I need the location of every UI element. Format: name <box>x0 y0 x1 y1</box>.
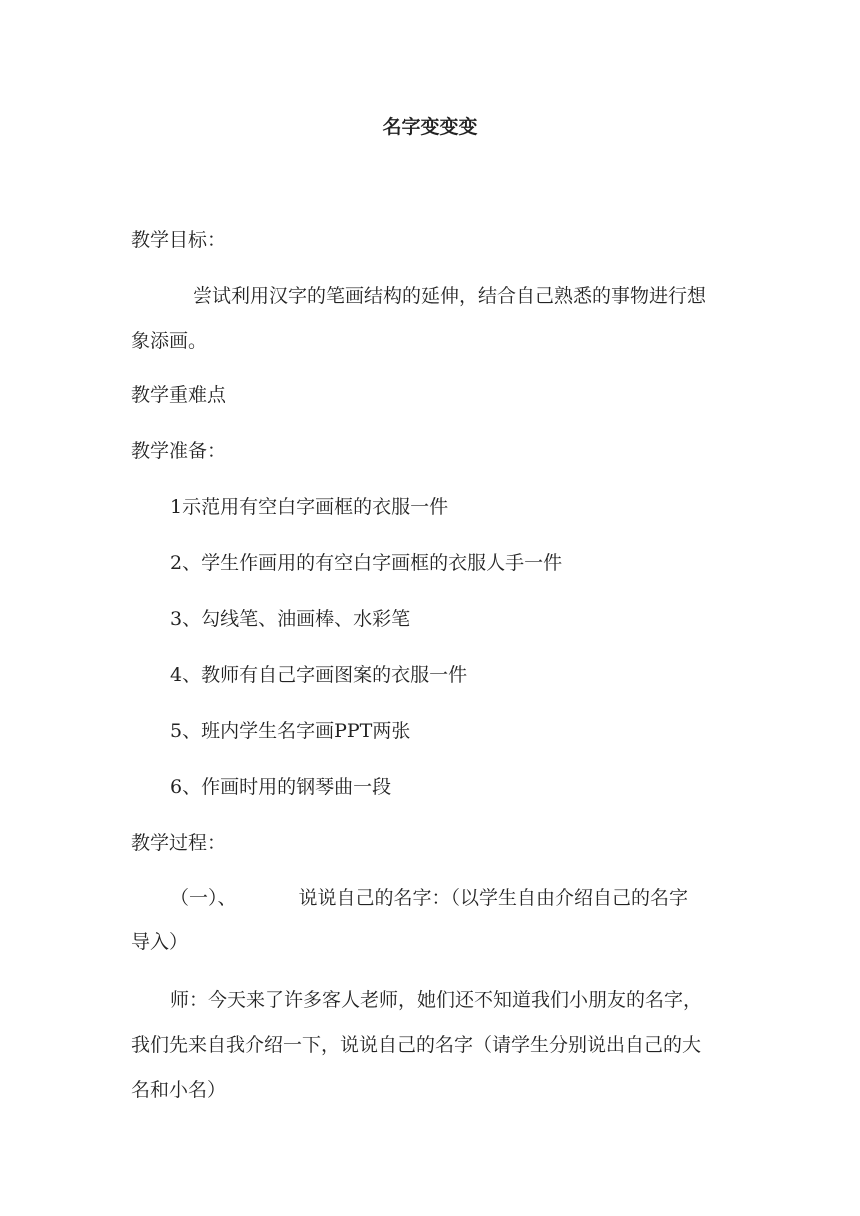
process-heading: 教学过程： <box>131 832 227 854</box>
teacher-line-1: 师：今天来了许多客人老师，她们还不知道我们小朋友的名字， <box>170 989 703 1011</box>
objective-text-line-2: 象添画。 <box>131 330 208 352</box>
key-points-heading: 教学重难点 <box>131 384 227 406</box>
step1-text: 说说自己的名字：（以学生自由介绍自己的名字 <box>298 887 689 909</box>
preparation-item: 3、勾线笔、油画棒、水彩笔 <box>170 608 411 630</box>
step1-line <box>170 884 688 912</box>
preparation-item: 2、学生作画用的有空白字画框的衣服人手一件 <box>170 552 563 574</box>
teacher-line-2: 我们先来自我介绍一下，说说自己的名字（请学生分别说出自己的大 <box>131 1034 702 1056</box>
preparation-item: 5、班内学生名字画PPT两张 <box>170 720 411 742</box>
preparation-item: 4、教师有自己字画图案的衣服一件 <box>170 664 468 686</box>
step1-marker: （一）、 <box>170 887 237 909</box>
preparation-heading: 教学准备： <box>131 440 227 462</box>
objective-heading: 教学目标： <box>131 229 227 251</box>
preparation-item: 1示范用有空白字画框的衣服一件 <box>170 496 449 518</box>
document-title: 名字变变变 <box>382 116 478 138</box>
step1-continuation: 导入） <box>131 931 189 953</box>
teacher-line-3: 名和小名） <box>131 1079 227 1101</box>
preparation-item: 6、作画时用的钢琴曲一段 <box>170 776 392 798</box>
objective-text-line-1: 尝试利用汉字的笔画结构的延伸，结合自己熟悉的事物进行想 <box>193 285 707 307</box>
